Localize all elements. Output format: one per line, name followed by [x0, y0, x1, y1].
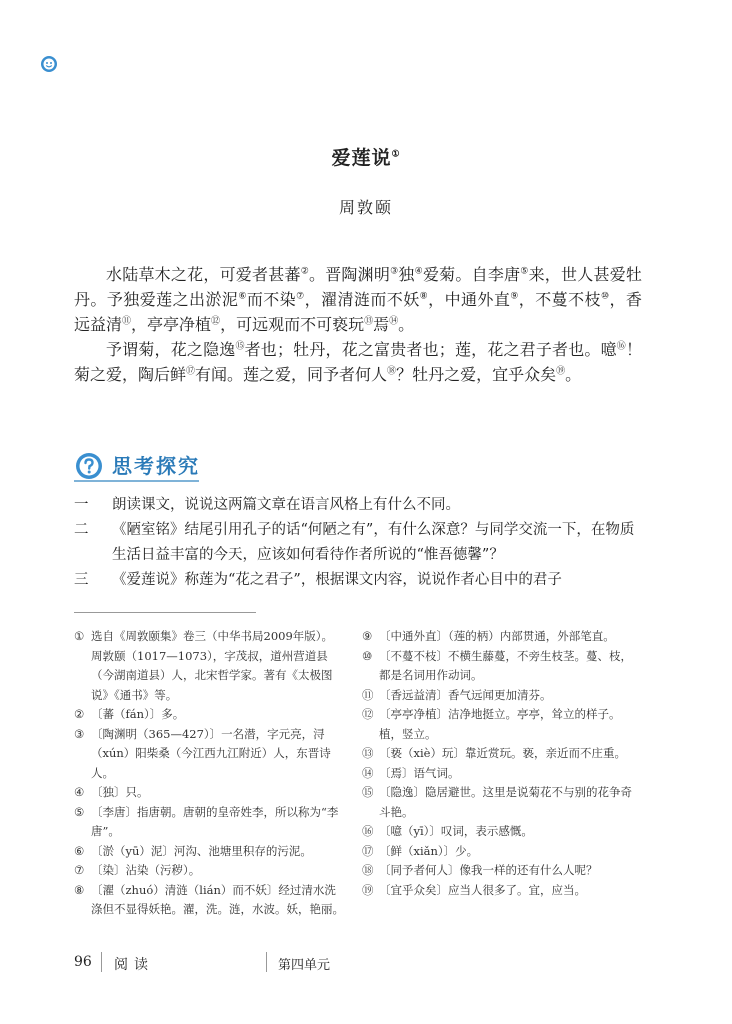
question-list [74, 493, 642, 593]
footnote-item [362, 764, 638, 784]
footnote-number: ④ [74, 785, 85, 799]
footnote-text: 〔隐逸〕隐居避世。这里是说菊花不与别的花争奇斗艳。 [379, 785, 632, 819]
paragraph-text: 来，世人甚爱牡丹。予独爱莲之出淤泥 [74, 265, 642, 309]
paragraph-text: 予谓菊，花之隐逸 [106, 340, 236, 359]
footnote-number: ⑥ [74, 843, 85, 858]
footnote-number: ⑦ [74, 863, 85, 877]
footer-section-label: 阅读 [114, 957, 154, 973]
footnote-marker: ⑲ [556, 366, 566, 377]
footnote-number: ⑫ [362, 707, 374, 721]
footnote-text: 〔香远益清〕香气远闻更加清芬。 [379, 687, 552, 702]
page-number: 96 [74, 954, 92, 970]
title-text: 爱莲说 [331, 147, 392, 169]
footnote-number: ⑬ [362, 746, 374, 760]
footnote-text: 〔宜乎众矣〕应当人很多了。宜，应当。 [379, 882, 586, 897]
paragraph-text: ，不蔓不枝 [518, 290, 601, 309]
footnote-marker: ⑩ [600, 291, 610, 302]
footnote-number: ⑪ [362, 687, 374, 702]
paragraph-text: 。 [398, 315, 415, 334]
footnote-marker: ⑤ [520, 266, 529, 277]
paragraph-text: ，可远观而不可亵玩 [220, 315, 365, 334]
footnote-item [362, 783, 638, 822]
question-item [74, 493, 642, 518]
footnote-text: 〔濯（zhuó）清涟（lián）而不妖〕经过清水洗涤但不显得妖艳。濯，洗。涟，水波。妖，艳丽。 [91, 882, 344, 916]
footnote-item [74, 705, 344, 725]
paragraph [74, 337, 642, 387]
footnote-marker: ⑯ [616, 341, 626, 352]
footnote-item [362, 647, 638, 686]
footnote-item [362, 861, 638, 881]
question-number: 二 [74, 522, 89, 538]
footnote-text: 〔染〕沾染（污秽）。 [91, 863, 201, 877]
paragraph-text: 爱菊。自李唐 [422, 265, 521, 284]
footnote-text: 〔独〕只。 [91, 785, 149, 799]
essay-body [74, 262, 642, 387]
question-number: 三 [74, 572, 89, 588]
footnote-number: ⑨ [362, 629, 373, 643]
footnote-marker: ⑦ [296, 291, 305, 302]
footnote-number: ⑮ [362, 785, 374, 799]
footnote-marker: ⑪ [122, 316, 132, 327]
footnote-item [362, 822, 638, 842]
footnote-marker: ⑨ [510, 291, 519, 302]
footnote-marker: ④ [414, 266, 423, 277]
footnote-marker: ⑧ [419, 291, 429, 302]
footnote-number: ⑭ [362, 765, 374, 780]
footnote-number: ⑰ [362, 843, 374, 858]
footnote-item [74, 725, 344, 784]
title-footnote-marker: ① [391, 149, 401, 160]
footnote-item [362, 842, 638, 862]
footnote-text: 〔亭亭净植〕洁净地挺立。亭亭，耸立的样子。植，竖立。 [379, 707, 621, 741]
footnote-item [74, 627, 344, 705]
footnote-number: ⑯ [362, 824, 374, 838]
footnote-item [362, 705, 638, 744]
question-mark-icon [74, 451, 104, 481]
question-text: 朗读课文，说说这两篇文章在语言风格上有什么不同。 [112, 497, 460, 513]
paragraph-text: ，亭亭净植 [131, 315, 212, 334]
footnote-text: 〔蕃（fán）〕多。 [91, 707, 185, 721]
footnotes-right-column [362, 627, 638, 900]
paragraph-text: ，香远益清 [74, 290, 642, 334]
footnote-number: ⑤ [74, 804, 85, 819]
question-item [74, 568, 642, 593]
footnote-text: 〔淤（yū）泥〕河沟、池塘里积存的污泥。 [91, 843, 312, 858]
paragraph [74, 262, 642, 337]
paragraph-text: 独 [398, 265, 415, 284]
paragraph-text: 。晋陶渊明 [308, 265, 391, 284]
footnote-divider [74, 612, 256, 613]
footnote-text: 选自《周敦颐集》卷三（中华书局2009年版）。周敦颐（1017—1073），字茂叔，道州营道县（今湖南道县）人，北宋哲学家。著有《太极图说》《通书》等。 [91, 629, 334, 702]
page-title [0, 143, 732, 170]
footnote-number: ① [74, 629, 85, 643]
footnote-marker: ③ [390, 266, 399, 277]
footnote-item [74, 803, 344, 842]
footnote-number: ⑲ [362, 882, 374, 897]
paragraph-text: 水陆草木之花，可爱者甚蕃 [106, 265, 301, 284]
question-text: 《陋室铭》结尾引用孔子的话“何陋之有”，有什么深意？与同学交流一下，在物质生活日益丰富的今天，应该如何看待作者所说的“惟吾德馨”？ [112, 522, 635, 563]
footnote-marker: ⑰ [186, 366, 196, 377]
question-number: 一 [74, 497, 89, 513]
footnote-marker: ⑭ [389, 316, 399, 327]
paragraph-text: 而不染 [246, 290, 297, 309]
paragraph-text: 焉 [373, 315, 390, 334]
footnote-number: ⑩ [362, 648, 373, 663]
question-item [74, 518, 642, 568]
footnote-item [74, 861, 344, 881]
footnote-text: 〔噫（yī）〕叹词，表示感慨。 [379, 824, 533, 838]
footnote-text: 〔亵（xiè）玩〕靠近赏玩。亵，亲近而不庄重。 [379, 746, 626, 760]
paragraph-text: ！菊之爱，陶后鲜 [74, 340, 642, 384]
footer-divider [266, 952, 267, 972]
footer-divider [101, 952, 102, 972]
footnote-number: ② [74, 707, 85, 721]
paragraph-text: ？牡丹之爱，宜乎众矣 [396, 365, 557, 384]
section-underline [74, 480, 199, 482]
footnote-marker: ⑬ [364, 316, 374, 327]
footnote-text: 〔焉〕语气词。 [379, 765, 460, 780]
footnote-text: 〔中通外直〕（莲的柄）内部贯通，外部笔直。 [379, 629, 615, 643]
footnote-text: 〔鲜（xiǎn）〕少。 [379, 843, 479, 858]
paragraph-text: ，濯清涟而不妖 [304, 290, 420, 309]
footnote-text: 〔不蔓不枝〕不横生藤蔓，不旁生枝茎。蔓、枝，都是名词用作动词。 [379, 648, 632, 682]
paragraph-text: 。 [565, 365, 582, 384]
smiley-icon [40, 55, 58, 73]
footnote-text: 〔陶渊明（365—427）〕一名潜，字元亮，浔（xún）阳柴桑（今江西九江附近）人，东晋诗人。 [91, 726, 331, 780]
footnote-item [74, 783, 344, 803]
footnotes-left-column [74, 627, 344, 920]
footnote-marker: ⑮ [235, 341, 245, 352]
author-name: 周敦颐 [338, 198, 393, 217]
section-title: 思考探究 [112, 454, 200, 478]
footnote-item [362, 744, 638, 764]
footnote-item [362, 627, 638, 647]
footer-unit-label: 第四单元 [278, 958, 331, 973]
footnote-item [74, 881, 344, 920]
footnote-marker: ② [300, 266, 309, 277]
footnote-number: ⑧ [74, 882, 85, 897]
footnote-marker: ⑥ [238, 291, 247, 302]
footnote-number: ⑱ [362, 863, 374, 877]
footnote-text: 〔李唐〕指唐朝。唐朝的皇帝姓李，所以称为“李唐”。 [91, 804, 339, 838]
footnote-item [362, 881, 638, 901]
footnote-item [74, 842, 344, 862]
footnote-number: ③ [74, 726, 85, 741]
paragraph-text: ，中通外直 [428, 290, 511, 309]
paragraph-text: 有闻。莲之爱，同予者何人 [195, 365, 388, 384]
question-text: 《爱莲说》称莲为“花之君子”，根据课文内容，说说作者心目中的君子 [112, 572, 562, 588]
paragraph-text: 者也；牡丹，花之富贵者也；莲，花之君子者也。噫 [244, 340, 617, 359]
footnote-item [362, 686, 638, 706]
footnote-marker: ⑱ [387, 366, 397, 377]
footnote-text: 〔同予者何人〕像我一样的还有什么人呢？ [379, 863, 598, 877]
footnote-marker: ⑫ [211, 316, 221, 327]
